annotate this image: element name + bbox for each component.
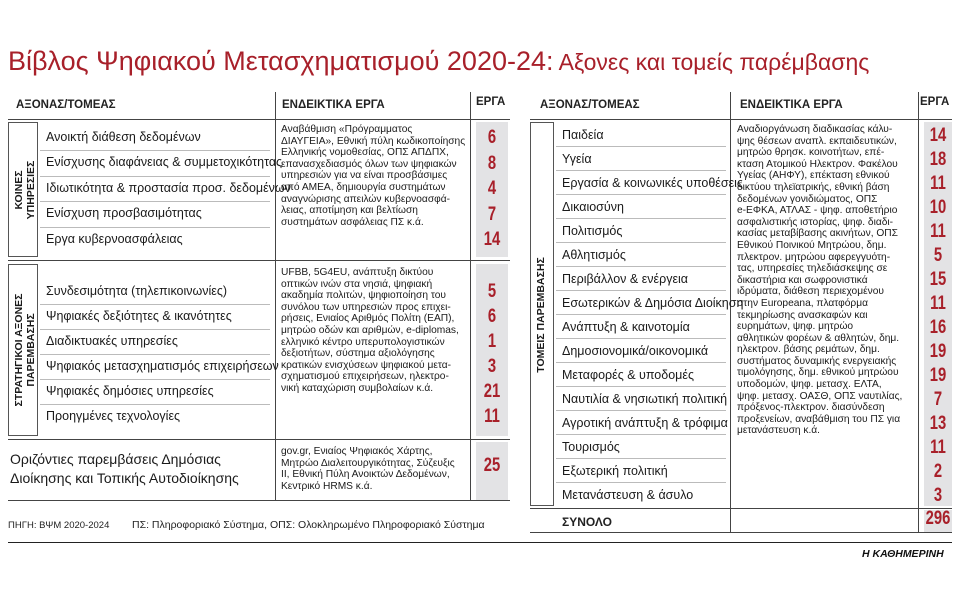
left-item-count: 5 <box>487 281 497 302</box>
sector-count: 11 <box>930 293 946 314</box>
sector-count: 16 <box>929 317 947 338</box>
abbreviation-note: ΠΣ: Πληροφοριακό Σύστημα, ΟΠΣ: Ολοκληρωμένο Πληροφοριακό Σύστημα <box>132 519 485 531</box>
row-divider <box>40 379 270 380</box>
sector-label: Εξωτερική πολιτική <box>562 464 668 478</box>
row-divider <box>556 482 726 483</box>
left-item-count: 6 <box>487 306 497 327</box>
right-header-rule <box>530 119 952 120</box>
row-divider <box>556 410 726 411</box>
left-item-count: 6 <box>487 127 497 148</box>
left-item-label: Συνδεσιμότητα (τηλεπικοινωνίες) <box>46 284 228 298</box>
row-divider <box>556 194 726 195</box>
left-item-label: Ψηφιακός μετασχηματισμός επιχειρήσεων <box>46 359 279 373</box>
left-item-label: Προηγμένες τεχνολογίες <box>46 409 181 423</box>
sector-count: 10 <box>929 197 947 218</box>
sector-count: 5 <box>933 245 943 266</box>
left-header-count: ΕΡΓΑ <box>476 96 506 108</box>
row-divider <box>556 266 726 267</box>
sector-label: Δικαιοσύνη <box>562 200 624 214</box>
sector-label: Αθλητισμός <box>562 248 626 262</box>
left-item-label: Ενίσχυση προσβασιμότητας <box>46 206 202 220</box>
left-header-axis: ΑΞΟΝΑΣ/ΤΟΜΕΑΣ <box>16 99 116 111</box>
row-divider <box>556 146 726 147</box>
sector-label: Εσωτερικών & Δημόσια Διοίκηση <box>562 296 744 310</box>
sector-label: Εργασία & κοινωνικές υποθέσεις <box>562 176 743 190</box>
sector-label: Δημοσιονομικά/οικονομικά <box>562 344 709 358</box>
sector-count: 18 <box>929 149 947 170</box>
left-item-label: Ενίσχυσης διαφάνειας & συμμετοχικότητας <box>46 155 283 169</box>
sector-label: Υγεία <box>562 152 592 166</box>
right-header-works: ΕΝΔΕΙΚΤΙΚΑ ΕΡΓΑ <box>740 99 843 111</box>
left-item-count: 4 <box>487 178 497 199</box>
total-count: 296 <box>925 508 951 529</box>
right-header-count: ΕΡΓΑ <box>920 96 950 108</box>
sector-count: 19 <box>929 365 947 386</box>
sector-count: 7 <box>933 389 943 410</box>
left-group1-description: Αναβάθμιση «Πρόγραμματος ΔΙΑΥΓΕΙΑ», Εθνική πύλη κωδικοποίησης Ελληνικής νομοθεσίας, ΟΠΣ ΑΠΔΠΧ, επανασχεδιασμός όλων των ψηφιακών υπηρεσιών για να είναι προσβάσιμες από ΑΜΕΑ, δημιουργία συστημάτων αναγνώρισης απειλών κυβερνοασφά- λειας, αποτίμηση και βελτίωση συστημάτων ασφάλειας ΠΣ κ.ά. <box>281 124 466 228</box>
group-label-strategic-axes: ΣΤΡΑΤΗΓΙΚΟΙ ΑΞΟΝΕΣ ΠΑΡΕΜΒΑΣΗΣ <box>13 293 37 407</box>
horizontal-interventions-description: gov.gr, Ενιαίος Ψηφιακός Χάρτης, Μητρώο Διαλειτουργικότητας, Σύζευξις II, Εθνική Πύλη Ανοικτών Δεδομένων, Κεντρικό HRMS κ.ά. <box>281 446 455 492</box>
left-item-label: Ιδιωτικότητα & προστασία προσ. δεδομένων <box>46 181 291 195</box>
total-rule <box>530 508 952 509</box>
left-bottom-rule <box>8 500 510 501</box>
footer-rule <box>8 542 952 543</box>
row-divider <box>40 329 270 330</box>
row-divider <box>556 314 726 315</box>
sector-label: Αγροτική ανάπτυξη & τρόφιμα <box>562 416 728 430</box>
row-divider <box>556 434 726 435</box>
row-divider <box>556 218 726 219</box>
sector-label: Περιβάλλον & ενέργεια <box>562 272 689 286</box>
row-divider <box>40 201 270 202</box>
sector-count: 13 <box>929 413 947 434</box>
left-header-rule <box>8 119 510 120</box>
sector-count: 15 <box>929 269 947 290</box>
sector-count: 3 <box>933 485 943 506</box>
sector-count: 11 <box>930 437 946 458</box>
left-item-count: 11 <box>484 406 500 427</box>
left-item-count: 1 <box>487 331 497 352</box>
right-col-divider <box>730 92 731 532</box>
row-divider <box>556 242 726 243</box>
row-divider <box>40 354 270 355</box>
sector-count: 11 <box>930 221 946 242</box>
sector-label: Ναυτιλία & νησιωτική πολιτική <box>562 392 728 406</box>
row-divider <box>40 404 270 405</box>
horizontal-interventions-label: Οριζόντιες παρεμβάσεις Δημόσιας Διοίκησης και Τοπικής Αυτοδιοίκησης <box>10 451 239 486</box>
row-divider <box>40 150 270 151</box>
group-label-intervention-sectors: ΤΟΜΕΙΣ ΠΑΡΕΜΒΑΣΗΣ <box>535 257 547 373</box>
left-item-count: 21 <box>483 381 501 402</box>
row-divider <box>40 304 270 305</box>
left-item-label: Ψηφιακές δημόσιες υπηρεσίες <box>46 384 214 398</box>
sector-label: Ανάπτυξη & καινοτομία <box>562 320 690 334</box>
left-item-count: 3 <box>487 356 497 377</box>
left-group2-description: UFBB, 5G4EU, ανάπτυξη δικτύου οπτικών ινών στα νησιά, ψηφιακή ακαδημία πολιτών, ψηφιοποίηση του συνόλου των υπηρεσιών προς επιχει- ρήσεις, Ενιαίος Αριθμός Πολίτη (ΕΑΠ), μητρώο οδών και αριθμών, e-diplomas, ελληνικό κέντρο υπερυπολογιστικών δεξιοτήτων, σύστημα αξιολόγησης κρατικών ενισχύσεων ψηφιακού μετα- σχηματισμού επιχειρήσεων, ηλεκτρο- νική καταχώριση συμβολαίων κ.ά. <box>281 267 459 394</box>
left-item-label: Διαδικτυακές υπηρεσίες <box>46 334 178 348</box>
row-divider <box>556 458 726 459</box>
left-item-label: Ανοικτή διάθεση δεδομένων <box>46 130 201 144</box>
sector-label: Πολιτισμός <box>562 224 623 238</box>
sector-label: Μετανάστευση & άσυλο <box>562 488 694 502</box>
title-subtitle: Αξονες και τομείς παρέμβασης <box>553 49 870 75</box>
title-main: Βίβλος Ψηφιακού Μετασχηματισμού 2020-24: <box>8 46 554 76</box>
row-divider <box>556 362 726 363</box>
row-divider <box>40 227 270 228</box>
right-header-axis: ΑΞΟΝΑΣ/ΤΟΜΕΑΣ <box>540 99 640 111</box>
group-rule <box>8 439 510 440</box>
row-divider <box>556 290 726 291</box>
total-label: ΣΥΝΟΛΟ <box>562 515 612 529</box>
sector-label: Τουρισμός <box>562 440 620 454</box>
group-rule <box>8 260 510 261</box>
left-item-label: Ψηφιακές δεξιότητες & ικανότητες <box>46 309 232 323</box>
row-divider <box>556 338 726 339</box>
sector-label: Μεταφορές & υποδομές <box>562 368 694 382</box>
sector-count: 19 <box>929 341 947 362</box>
left-header-works: ΕΝΔΕΙΚΤΙΚΑ ΕΡΓΑ <box>282 99 385 111</box>
sector-label: Παιδεία <box>562 128 604 142</box>
left-item-count: 7 <box>487 204 497 225</box>
sector-count: 2 <box>933 461 943 482</box>
right-col-divider-2 <box>918 92 919 532</box>
group-label-common-services: ΚΟΙΝΕΣ ΥΠΗΡΕΣΙΕΣ <box>13 160 37 220</box>
right-bottom-rule <box>530 532 952 533</box>
horizontal-interventions-count: 25 <box>483 455 501 476</box>
sector-count: 11 <box>930 173 946 194</box>
left-item-count: 8 <box>487 153 497 174</box>
left-item-label: Εργα κυβερνοασφάλειας <box>46 232 183 246</box>
source-note: ΠΗΓΗ: ΒΨΜ 2020-2024 <box>8 520 110 531</box>
newspaper-credit: Η ΚΑΘΗΜΕΡΙΝΗ <box>862 548 944 560</box>
row-divider <box>556 170 726 171</box>
left-item-count: 14 <box>483 229 501 250</box>
page-title <box>8 46 869 77</box>
right-description: Αναδιοργάνωση διαδικασίας κάλυ- ψης θέσεων αναπλ. εκπαιδευτικών, μητρώο θρησκ. κοινοτήτων, επέ- κταση Ατομικού Ηλεκτρον. Φακέλου Υγείας (ΑΗΦΥ), επέκταση εθνικού δικτύου τηλεϊατρικής, εθνική βάση δεδομένων γονιδιώματος, ΟΠΣ e-ΕΦΚΑ, ΑΤΛΑΣ - ψηφ. αποθετήριο ασφαλιστικής ιστορίας, ψηφ. διαδι- κασίας μεταβίβασης ακινήτων, ΟΠΣ Εθνικού Ποινικού Μητρώου, δημ. πλεκτρον. μητρώου αφερεγγυότη- τας, υπηρεσίες τηλεδιάσκεψης σε δικαστήρια και σωφρονιστικά ιδρύματα, διάθεση περιεχομένου στην Europeana, πλατφόρμα τεκμηρίωσης ανασκαφών και ευρημάτων, ψηφ. μητρώο αθλητικών φορέων & αθλητών, δημ. ηλεκτρον. βάσης ρεμάτων, δημ. συστήματος δυναμικής ενεργειακής τιμολόγησης, δημ. εθνικού μητρώου υποδομών, ψηφ. μετασχ. ΕΛΤΑ, ψηφ. μετασχ. ΟΑΣΘ, ΟΠΣ ναυτιλίας, πρόξενος-πλεκτρον. διασύνδεση προξενείων, αναβάθμιση του ΠΣ για μετανάστευση κ.ά. <box>737 124 903 437</box>
row-divider <box>40 176 270 177</box>
sector-count: 14 <box>929 125 947 146</box>
row-divider <box>556 386 726 387</box>
